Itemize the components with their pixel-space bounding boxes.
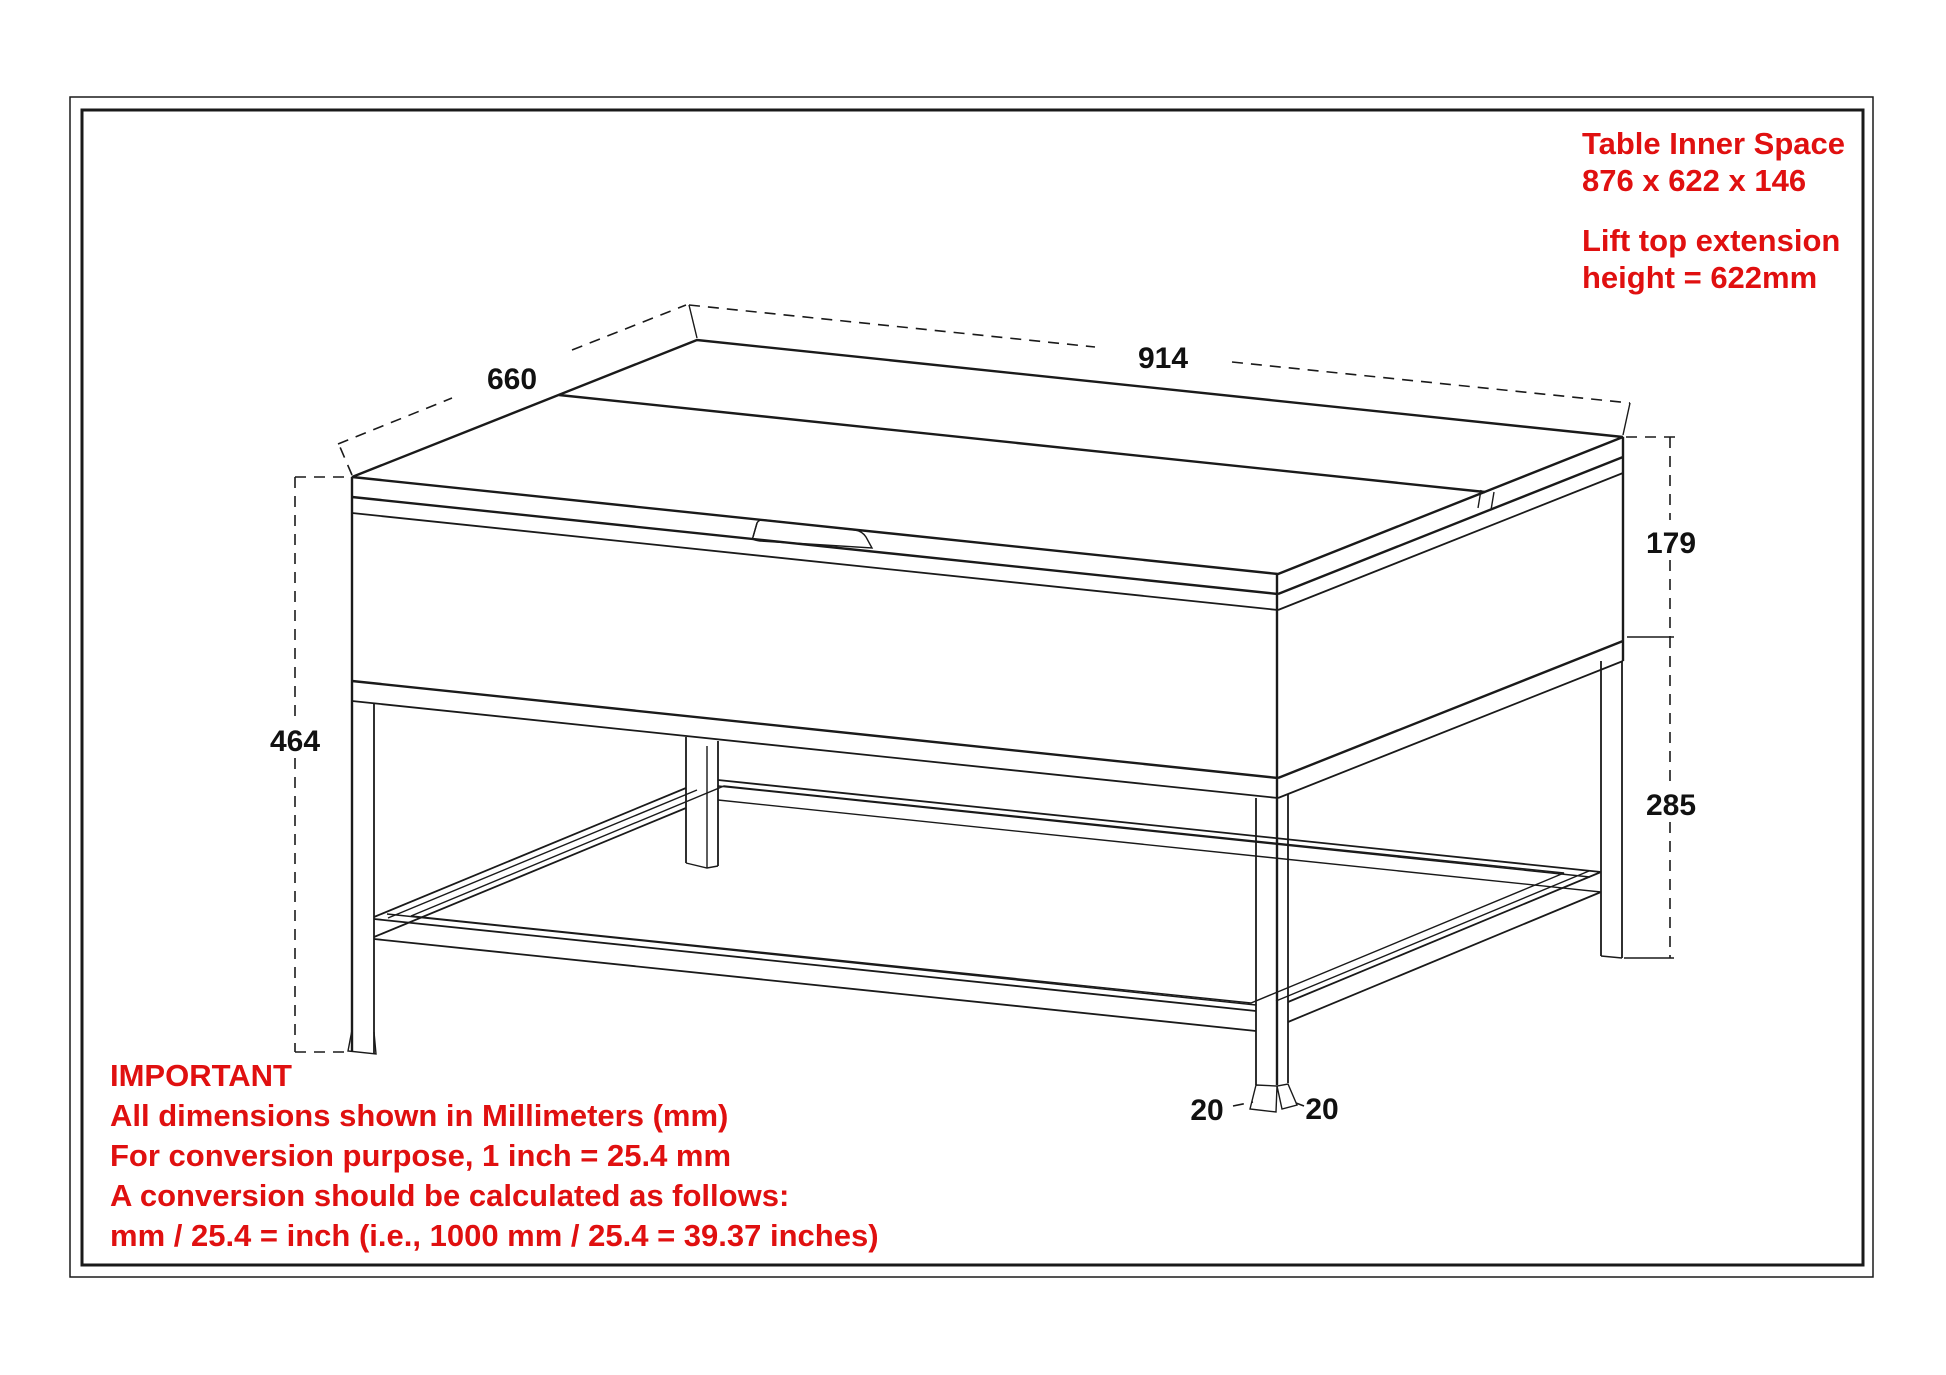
storage-box: [352, 437, 1623, 798]
box-right-top-edge: [1278, 473, 1623, 610]
dim-label-464: 464: [269, 725, 321, 758]
back-right-leg: [1601, 661, 1622, 958]
lift-top-line2: height = 622mm: [1582, 260, 1818, 295]
dim-285: [1624, 637, 1696, 958]
shelf-back-rail-bottom: [718, 800, 1601, 892]
back-left-leg-foot: [686, 863, 718, 868]
shelf-back-rail-top: [718, 780, 1601, 872]
lower-shelf: [374, 780, 1601, 1031]
lift-top-seam: [559, 395, 1485, 492]
important-line4: mm / 25.4 = inch (i.e., 1000 mm / 25.4 = 39.37 inches): [110, 1218, 879, 1253]
table-top: [352, 340, 1623, 574]
shelf-right-rail-inner: [1276, 871, 1589, 1001]
dim-914-ext-left: [689, 305, 697, 338]
dim-660-ext: [340, 447, 352, 475]
shelf-front-rail-bottom: [374, 939, 1256, 1031]
dim-464: [270, 477, 350, 1052]
dim-label-20-right: 20: [1305, 1093, 1339, 1126]
apron-front-bottom-edge: [352, 701, 1278, 798]
inner-space-note: [1582, 126, 1845, 198]
back-left-leg: [686, 737, 718, 868]
shelf-left-rail-top: [374, 788, 686, 917]
top-face-outline: [352, 340, 1623, 574]
lift-top-line1: Lift top extension: [1582, 223, 1841, 258]
dim-label-285: 285: [1645, 789, 1697, 822]
inner-space-line1: Table Inner Space: [1582, 126, 1846, 161]
shelf-right-rail-top: [1288, 872, 1601, 1002]
inner-space-line2: 876 x 622 x 146: [1582, 163, 1807, 198]
lift-top-note: [1582, 223, 1840, 295]
shelf-left-rail-inner: [388, 790, 697, 918]
dim-914-ext-right: [1623, 403, 1630, 435]
dim-20-leader-left: [1233, 1102, 1253, 1106]
dim-660: [338, 305, 686, 475]
apron-right-bottom-edge: [1278, 661, 1623, 798]
shelf-panel-edge: [411, 786, 1564, 1003]
shelf-right-rail-bottom: [1288, 892, 1601, 1022]
important-line3: A conversion should be calculated as follows:: [110, 1178, 790, 1213]
box-front-top-edge: [352, 513, 1278, 610]
box-front-bottom-edge: [352, 681, 1278, 778]
top-panel-bottom-front: [352, 497, 1278, 594]
dim-660-line-right: [572, 305, 686, 350]
box-right-bottom-edge: [1278, 641, 1623, 778]
front-right-foot-left: [1250, 1085, 1277, 1112]
dim-label-660: 660: [486, 363, 538, 396]
front-right-foot-right: [1277, 1084, 1297, 1109]
dim-179: [1626, 437, 1696, 637]
dim-660-line-left: [338, 398, 452, 444]
important-line1: All dimensions shown in Millimeters (mm): [110, 1098, 729, 1133]
dim-label-20-left: 20: [1190, 1094, 1224, 1127]
important-note: [110, 1058, 879, 1253]
table-drawing: [348, 340, 1623, 1112]
front-left-leg: [348, 477, 376, 1054]
dim-914-line-left: [689, 305, 1095, 347]
important-line2: For conversion purpose, 1 inch = 25.4 mm: [110, 1138, 732, 1173]
dim-label-179: 179: [1645, 527, 1697, 560]
dim-914: [689, 305, 1630, 435]
dim-label-914: 914: [1137, 342, 1189, 375]
shelf-front-rail-top: [374, 919, 1256, 1011]
back-right-leg-foot: [1601, 956, 1622, 958]
dim-914-line-right: [1232, 362, 1630, 403]
top-panel-bottom-right: [1278, 457, 1623, 594]
red-notes: [110, 126, 1845, 1253]
important-title: IMPORTANT: [110, 1058, 292, 1093]
shelf-back-rail-inner: [718, 786, 1590, 877]
handle-endcap: [753, 523, 757, 537]
legs: [348, 477, 1622, 1112]
